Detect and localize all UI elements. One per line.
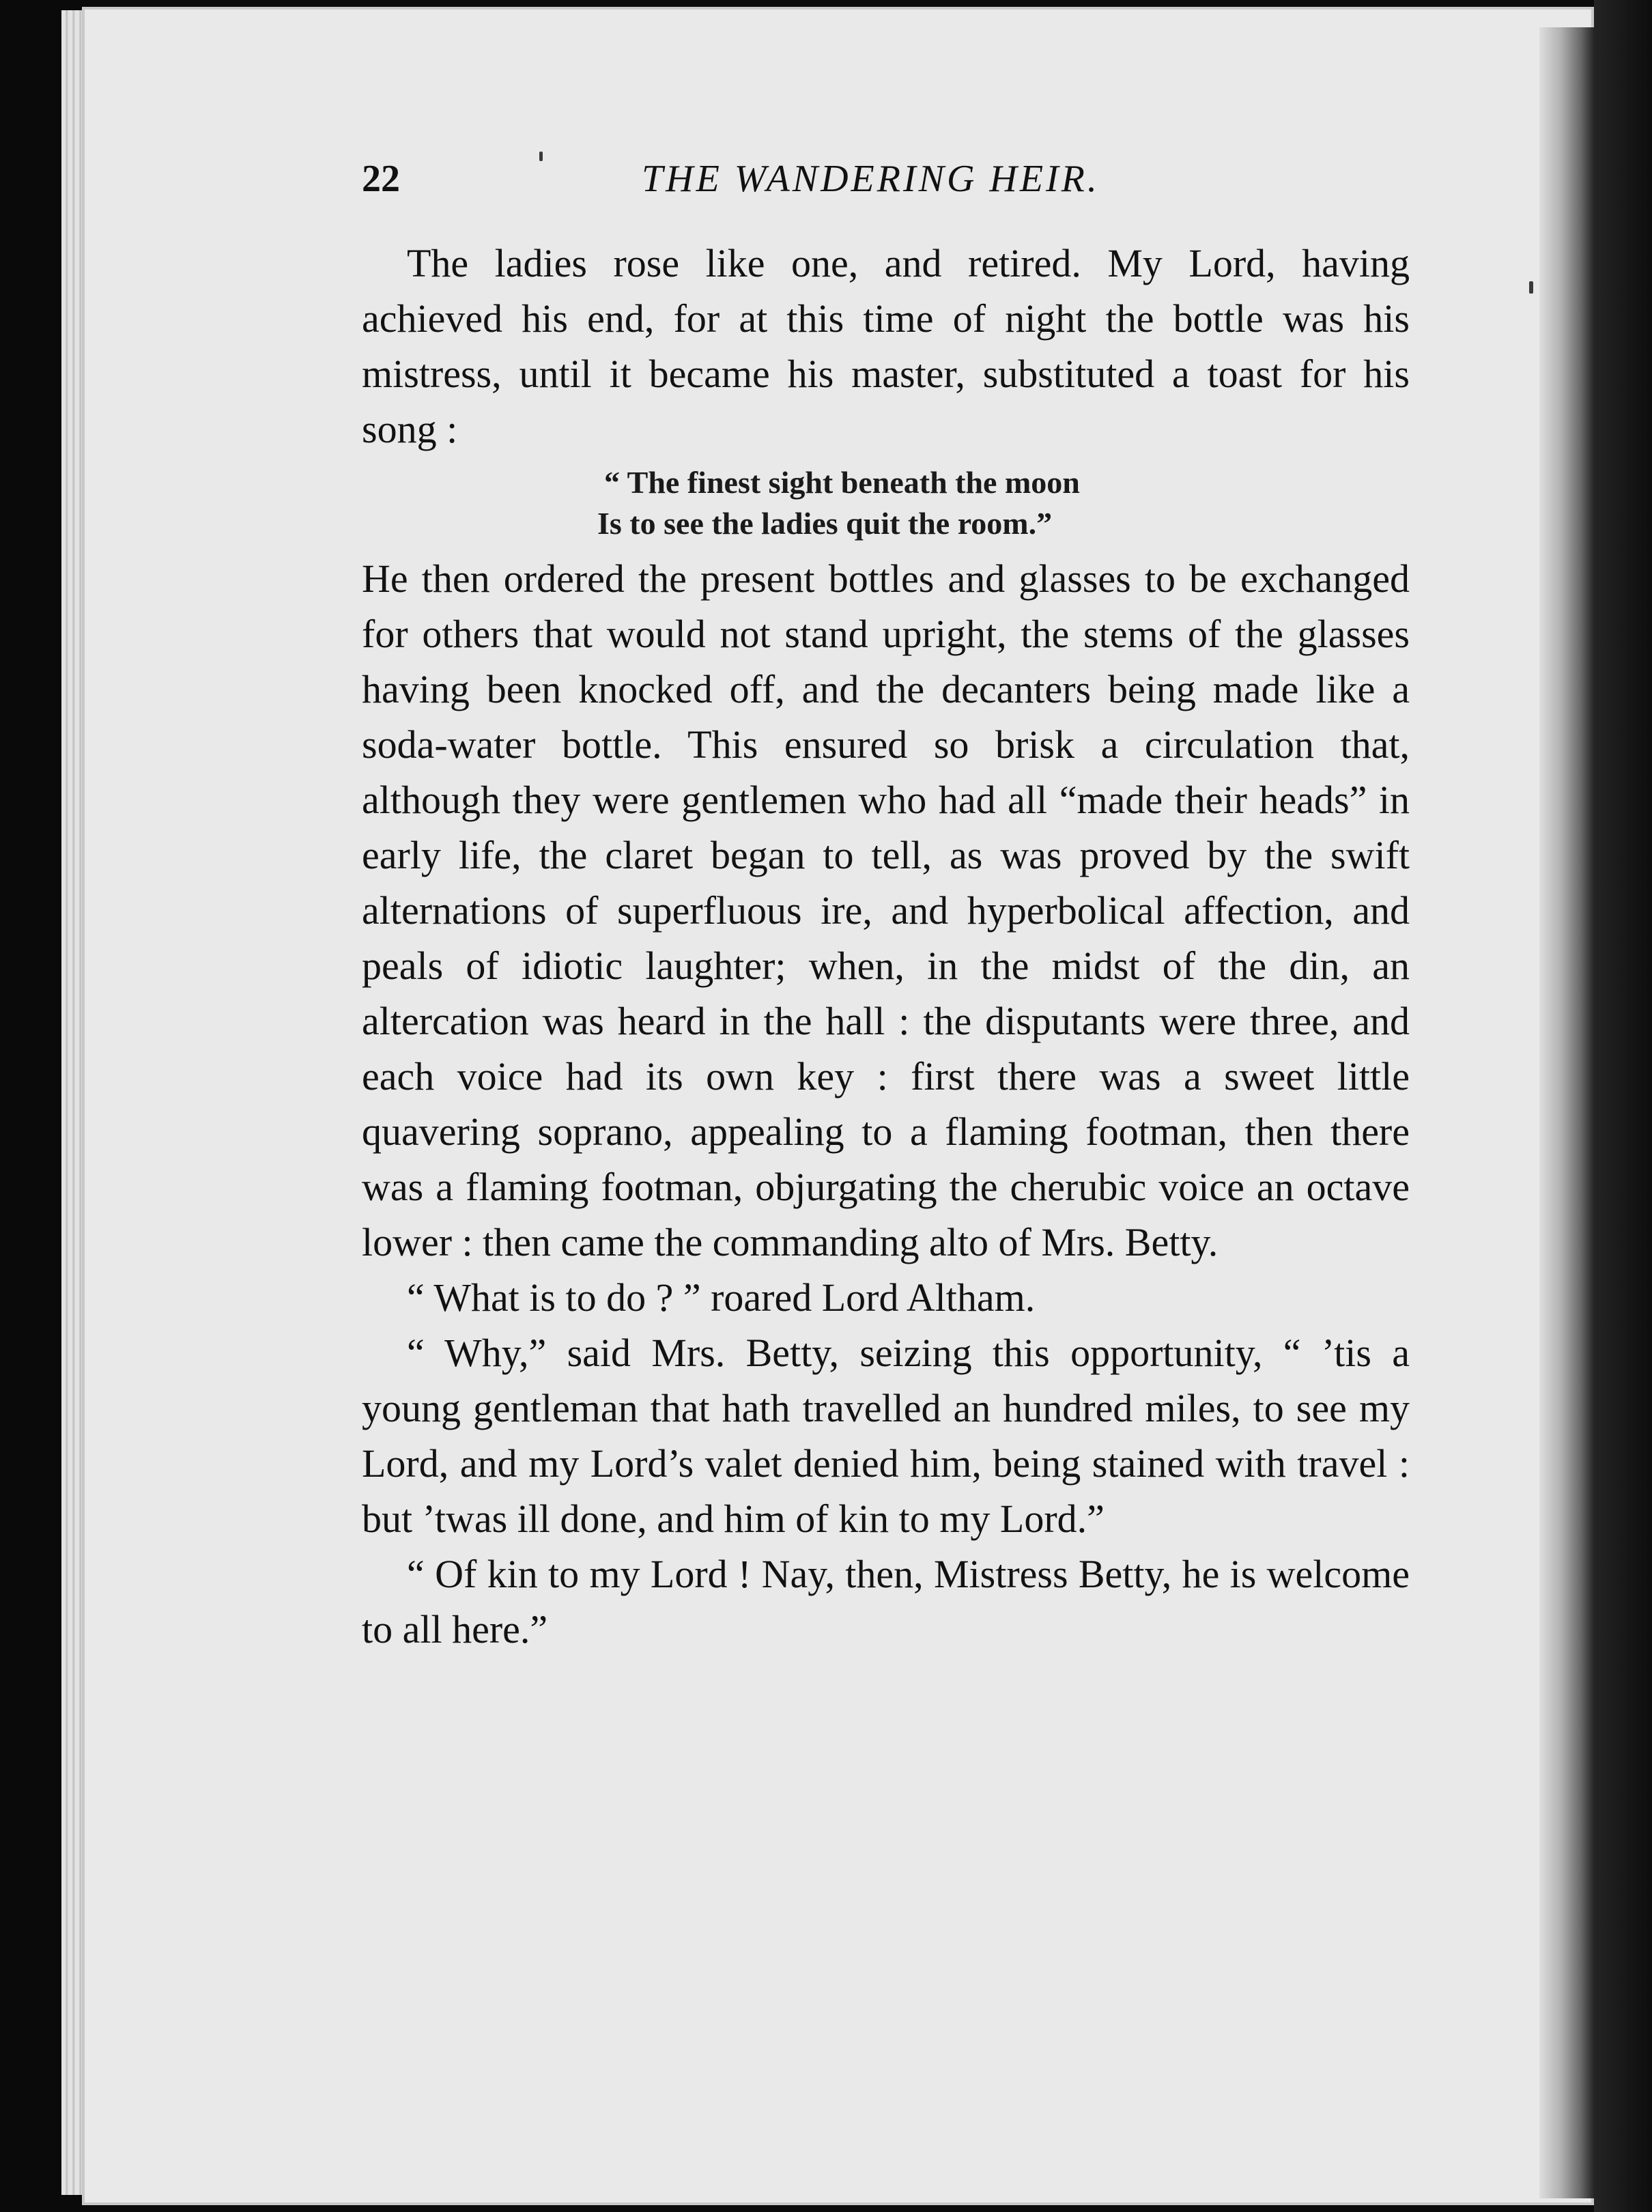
verse-line: “ The finest sight beneath the moon [604, 465, 1080, 500]
paragraph: He then ordered the present bottles and glasses to be exchanged for others that would not stand upright, the stems of the glasses having been knocked off, and the decanters being made like a soda-water bottle. This ensured so brisk a circulation that, although they were gentlemen who had all “made their heads” in early life, the claret began to tell, as was proved by the swift alternations of superfluous ire, and hyperbolical affection, and peals of idiotic laughter; when, in the midst of the din, an altercation was heard in the hall : the disputants were three, and each voice had its own key : first there was a sweet little quavering soprano, appealing to a flaming footman, then there was a flaming footman, objurgating the cherubic voice an octave lower : then came the commanding alto of Mrs. Betty. [362, 556, 1410, 1264]
binding-shadow [1539, 27, 1594, 2198]
dialogue-paragraph: “ Of kin to my Lord ! Nay, then, Mistress Betty, he is welcome to all here.” [362, 1552, 1410, 1651]
page-body [362, 236, 1410, 1657]
page-number: 22 [362, 158, 400, 200]
dialogue-paragraph: “ Why,” said Mrs. Betty, seizing this opportunity, “ ’tis a young gentleman that hath travelled an hundred miles, to see my Lord, and my Lord’s valet denied him, being stained with travel : but ’twas ill done, and him of kin to my Lord.” [362, 1331, 1410, 1541]
book-gutter [1594, 0, 1652, 2212]
paragraph: The ladies rose like one, and retired. My Lord, having achieved his end, for at this time of night the bottle was his mistress, until it became his master, substituted a toast for his song : [362, 241, 1410, 451]
verse-quote [597, 462, 1410, 544]
running-title: THE WANDERING HEIR. [642, 158, 1100, 200]
scan-speck [1529, 281, 1533, 294]
page-header [362, 150, 1413, 212]
scan-speck [539, 152, 543, 161]
verse-line: Is to see the ladies quit the room.” [597, 506, 1053, 541]
dialogue-paragraph: “ What is to do ? ” roared Lord Altham. [407, 1275, 1036, 1320]
